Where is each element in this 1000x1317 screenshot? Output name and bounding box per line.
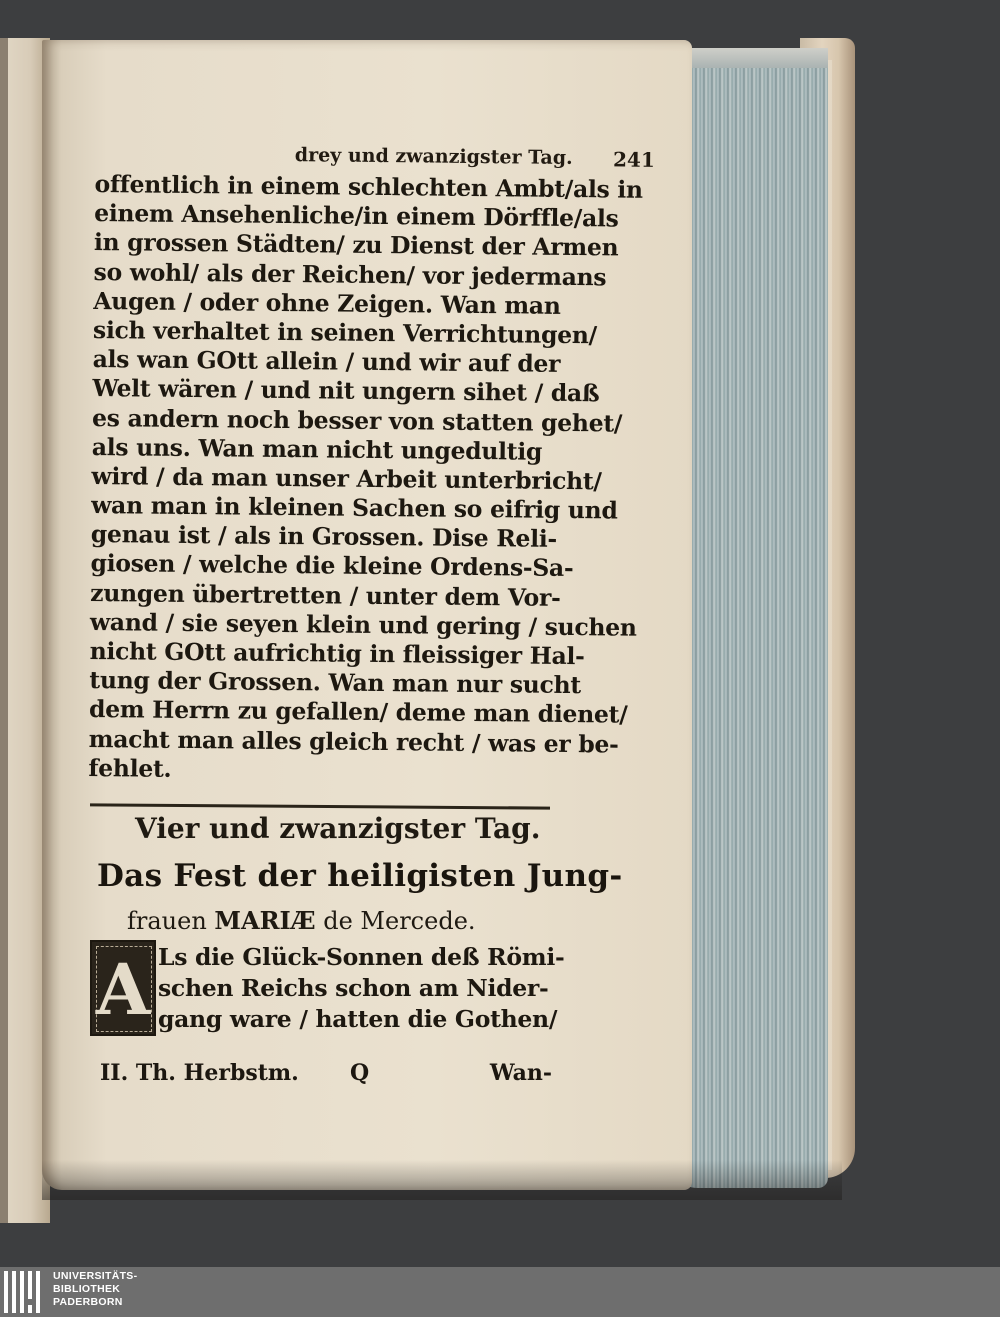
feast-title-post: de Mercede. [315, 907, 476, 935]
text-line: wand / sie seyen klein und gering / suchen [89, 607, 637, 642]
text-line: Welt wären / und nit ungern sihet / daß [92, 374, 600, 408]
library-name-line-3: PADERBORN [53, 1296, 123, 1308]
text-line: sich verhaltet in seinen Verrichtungen/ [92, 315, 598, 350]
text-line: einem Ansehenliche/in einem Dörffle/als [94, 199, 619, 233]
page-shadow [42, 1160, 842, 1200]
library-name-line-1: UNIVERSITÄTS- [53, 1270, 138, 1282]
left-page-gutter [0, 38, 8, 1223]
running-title: drey und zwanzigster Tag. [294, 144, 573, 170]
text-line: es andern noch besser von statten gehet/ [91, 403, 623, 438]
paragraph-2 [158, 942, 565, 1035]
text-line: nicht GOtt aufrichtig in fleissiger Hal- [89, 636, 585, 671]
section-heading: Vier und zwanzigster Tag. [135, 812, 541, 845]
decorated-initial [90, 940, 156, 1036]
page-fore-edge [668, 48, 828, 1188]
text-line: genau ist / als in Grossen. Dise Reli- [90, 520, 558, 554]
library-footer [0, 1267, 1000, 1317]
text-line: wan man in kleinen Sachen so eifrig und [91, 491, 618, 525]
library-name [53, 1270, 137, 1309]
text-line: als wan GOtt allein / und wir auf der [92, 345, 561, 379]
page-top-edge [688, 48, 828, 68]
text-line: tung der Grossen. Wan man nur sucht [89, 666, 582, 700]
text-line: gang ware / hatten die Gothen/ [158, 1005, 558, 1033]
text-line: wird / da man unser Arbeit unterbricht/ [91, 461, 602, 496]
text-line: dem Herrn zu gefallen/ deme man dienet/ [88, 695, 628, 729]
library-logo-icon [4, 1271, 44, 1313]
text-line: Augen / oder ohne Zeigen. Wan man [93, 286, 561, 320]
text-line: schen Reichs schon am Nider- [158, 974, 549, 1002]
running-head [200, 141, 660, 176]
text-line: giosen / welche die kleine Ordens-Sa- [90, 549, 574, 583]
feast-title-name: MARIÆ [214, 906, 316, 935]
text-line: zungen übertretten / unter dem Vor- [90, 578, 561, 612]
text-line: offentlich in einem schlechten Ambt/als in [94, 169, 643, 204]
text-line: fehlet. [88, 753, 172, 783]
initial-letter: A [95, 948, 151, 1031]
library-name-line-2: BIBLIOTHEK [53, 1283, 121, 1295]
text-line: macht man alles gleich recht / was er be- [88, 724, 619, 759]
body-text [88, 169, 643, 788]
feast-title-line-1: Das Fest der heiligisten Jung- [97, 858, 623, 894]
text-line: in grossen Städten/ zu Dienst der Armen [93, 228, 619, 262]
feast-title-line-2 [127, 906, 557, 935]
page-number: 241 [612, 147, 655, 172]
feast-title-pre: frauen [127, 907, 215, 935]
catchword: Wan- [489, 1060, 552, 1086]
signature-mark: II. Th. Herbstm. [100, 1060, 299, 1086]
text-line: Ls die Glück-Sonnen deß Römi- [158, 943, 565, 971]
text-line: so wohl/ als der Reichen/ vor jedermans [93, 257, 607, 291]
signature-letter: Q [350, 1060, 370, 1086]
text-line: als uns. Wan man nicht ungedultig [91, 432, 543, 466]
